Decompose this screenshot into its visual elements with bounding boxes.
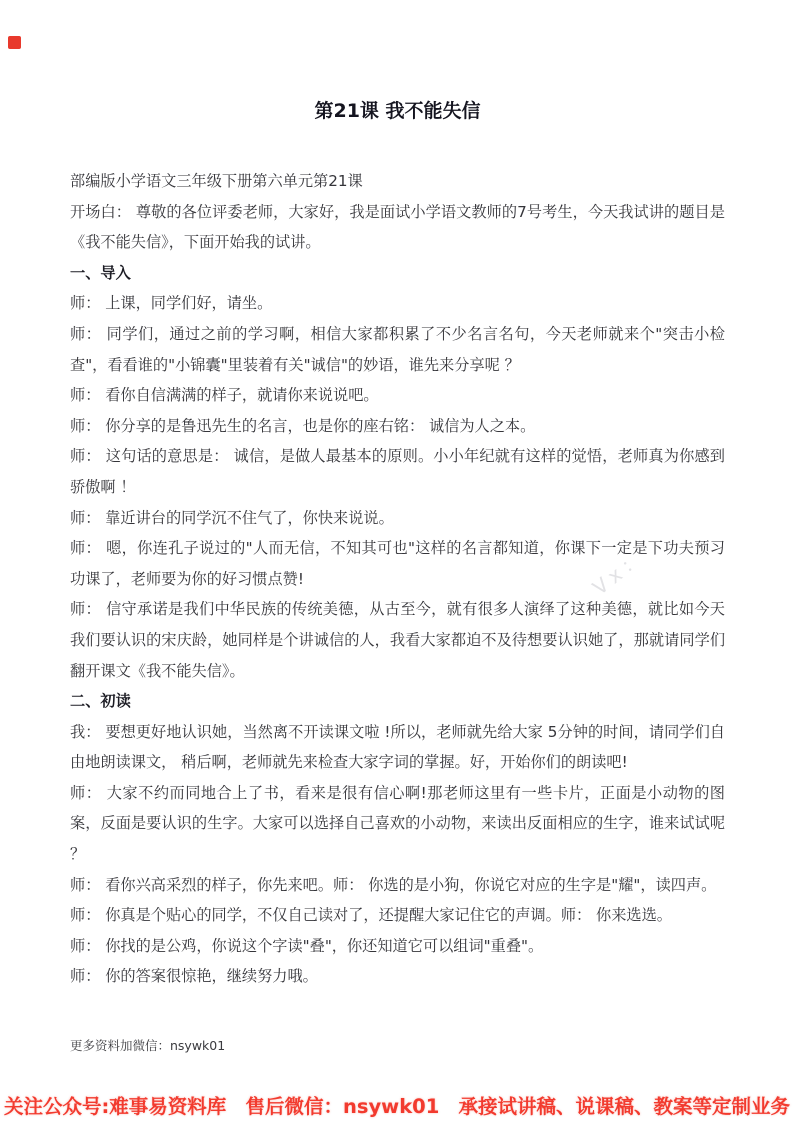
teacher-line: 师： 看你兴高采烈的样子，你先来吧。师： 你选的是小狗，你说它对应的生字是"耀"，读四声。 [70, 875, 717, 894]
promo-banner [4, 1095, 790, 1119]
teacher-line: 师： 大家不约而同地合上了书，看来是很有信心啊!那老师这里有一些卡片，正面是小动物的图案，反面是要认识的生字。大家可以选择自己喜欢的小动物，来读出反面相应的生字，谁来试试呢 ？ [70, 783, 725, 864]
teacher-line: 师： 嗯，你连孔子说过的"人而无信，不知其可也"这样的名言都知道，你课下一定是下功夫预习功课了，老师要为你的好习惯点赞! [70, 539, 725, 588]
teacher-line: 师： 同学们，通过之前的学习啊，相信大家都积累了不少名言名句，今天老师就来个"突击小检查"，看看谁的"小锦囊"里装着有关"诚信"的妙语，谁先来分享呢 ？ [70, 324, 725, 374]
textbook-info-line: 部编版小学语文三年级下册第六单元第21课 [70, 172, 363, 190]
banner-services: 承接试讲稿、说课稿、教案等定制业务 [458, 1095, 790, 1118]
teacher-line: 师： 看你自信满满的样子，就请你来说说吧。 [70, 386, 379, 405]
teacher-line: 师： 靠近讲台的同学沉不住气了，你快来说说。 [70, 508, 394, 527]
banner-wechat-contact: 售后微信：nsywk01 [245, 1095, 440, 1118]
teacher-line: 师： 你的答案很惊艳，继续努力哦。 [70, 967, 318, 986]
teacher-line: 师： 这句话的意思是： 诚信，是做人最基本的原则。小小年纪就有这样的觉悟，老师真为你感到骄傲啊 ！ [70, 447, 725, 496]
teacher-line: 师： 你真是个贴心的同学，不仅自己读对了，还提醒大家记住它的声调。师： 你来选选。 [70, 906, 672, 925]
document-content [70, 98, 725, 992]
section-heading-import: 一、导入 [70, 263, 131, 282]
banner-public-account: 关注公众号:难事易资料库 [4, 1095, 227, 1118]
candidate-line: 我： 要想更好地认识她，当然离不开读课文啦 !所以，老师就先给大家 5分钟的时间，请同学们自由地朗读课文， 稍后啊，老师就先来检查大家字词的掌握。好，开始你们的朗读吧! [70, 722, 725, 772]
footer-contact-note: 更多资料加微信：nsywk01 [70, 1038, 226, 1053]
red-corner-mark [8, 36, 21, 49]
section-heading-first-read: 二、初读 [70, 692, 131, 711]
teacher-line: 师： 你分享的是鲁迅先生的名言，也是你的座右铭： 诚信为人之本。 [70, 416, 536, 435]
teacher-line: 师： 上课，同学们好，请坐。 [70, 294, 273, 313]
teacher-line: 师： 信守承诺是我们中华民族的传统美德，从古至今，就有很多人演绎了这种美德，就比如今天我们要认识的宋庆龄，她同样是个讲诚信的人，我看大家都迫不及待想要认识她了，那就请同学们翻开课文《我不能失信》。 [70, 600, 725, 680]
opening-remark: 开场白： 尊敬的各位评委老师，大家好，我是面试小学语文教师的7号考生，今天我试讲的题目是《我不能失信》，下面开始我的试讲。 [70, 202, 725, 252]
teacher-line: 师： 你找的是公鸡，你说这个字读"叠"，你还知道它可以组词"重叠"。 [70, 936, 544, 955]
faint-watermark: Vx： [587, 543, 651, 600]
page-title: 第21课 我不能失信 [314, 100, 481, 122]
